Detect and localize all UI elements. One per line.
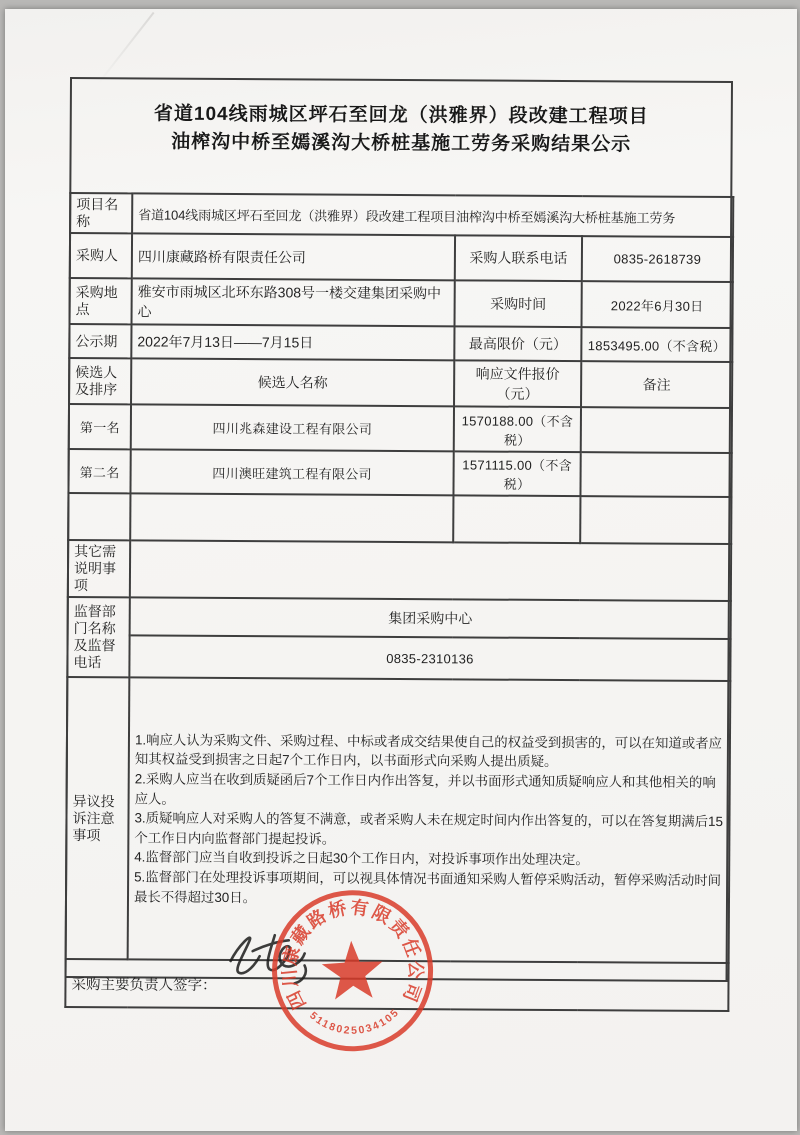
document-title [70,100,733,160]
candidate-1-note [581,407,732,453]
complaint-item-1: 1.响应人认为采购文件、采购过程、中标或者成交结果使自己的权益受到损害的，可以在知道或者应知其权益受到损害之日起7个工作日内，以书面形式向采购人提出质疑。 [134,732,722,770]
seal-number-text: 5118025034105 [307,1006,403,1037]
candidate-1-name: 四川兆森建设工程有限公司 [131,404,454,451]
seal-company-text: 四川康藏路桥有限责任公司 [278,897,426,1013]
publicity-label: 公示期 [69,324,131,358]
row-candidate-header [69,358,732,408]
candidate-2-name: 四川澳旺建筑工程有限公司 [130,449,453,495]
complaint-item-3: 3.质疑响应人对采购人的答复不满意，或者采购人未在规定时间内作出答复的，可以在答复期满后15个工作日内向监督部门提起投诉。 [134,810,723,847]
project-name-label: 项目名称 [70,193,132,233]
candidate-3-name [130,493,453,542]
candidate-2-rank: 第二名 [68,449,130,493]
row-project-name [70,193,733,237]
supervision-phone-value: 0835-2310136 [129,635,730,681]
project-name-value: 省道104线雨城区坪石至回龙（洪雅界）段改建工程项目油榨沟中桥至嫣溪沟大桥桩基施工劳务 [132,193,733,237]
candidate-3-rank [68,493,130,540]
maxprice-value: 1853495.00（不含税） [581,327,732,362]
signature-cell: 采购主要负责人签字： [65,959,728,1011]
candidate-3-price [453,495,580,543]
candidate-3-note [580,496,731,544]
other-notes-label: 其它需说明事项 [68,540,130,597]
other-notes-value [130,540,731,601]
complaint-item-5: 5.监督部门在处理投诉事项期间，可以视具体情况书面通知采购人暂停采购活动，暂停采购活动时间最长不得超过30日。 [133,869,722,905]
complaint-label: 异议投诉注意事项 [66,677,130,959]
candidate-note-header: 备注 [581,361,732,408]
seal-star [321,939,384,1000]
maxprice-label: 最高限价（元） [454,326,581,361]
complaint-item-2: 2.采购人应当在收到质疑函后7个工作日内作出答复，并以书面形式通知质疑响应人和其他相关的响应人。 [134,771,716,807]
time-label: 采购时间 [455,280,582,327]
row-supervision-phone [67,635,730,681]
table-row-candidate-1 [69,404,732,453]
complaint-item-4: 4.监督部门应当自收到投诉之日起30个工作日内，对投诉事项作出处理决定。 [134,849,589,868]
row-publicity-period [69,324,732,362]
buyer-phone-value: 0835-2618739 [582,236,733,282]
candidate-2-price: 1571115.00（不含税） [453,451,580,496]
title-line-1: 省道104线雨城区坪石至回龙（洪雅界）段改建工程项目 [153,103,649,128]
row-supervision-dept [68,597,731,639]
row-buyer [70,233,733,282]
buyer-phone-label: 采购人联系电话 [455,235,582,281]
location-label: 采购地点 [70,278,132,324]
supervision-dept-value: 集团采购中心 [130,597,731,639]
candidate-2-note [580,452,731,497]
candidate-1-price: 1570188.00（不含税） [454,406,581,452]
time-value: 2022年6月30日 [581,281,732,328]
supervision-label: 监督部门名称及监督电话 [67,597,129,677]
candidate-price-header: 响应文件报价（元） [454,360,581,407]
row-other-notes [68,540,731,601]
table-row-candidate-empty [68,493,731,544]
seal-graphics [271,889,434,1052]
location-value: 雅安市雨城区北环东路308号一楼交建集团采购中心 [132,278,455,326]
table-row-candidate-2 [68,449,731,497]
company-seal [266,884,439,1057]
candidate-name-header: 候选人名称 [131,358,454,406]
buyer-value: 四川康藏路桥有限责任公司 [132,233,455,280]
row-location [70,278,733,328]
title-line-2: 油榨沟中桥至嫣溪沟大桥桩基施工劳务采购结果公示 [171,131,632,156]
candidate-1-rank: 第一名 [69,404,131,449]
publicity-value: 2022年7月13日——7月15日 [131,324,454,360]
buyer-label: 采购人 [70,233,132,278]
candidate-rank-header: 候选人及排序 [69,358,131,404]
